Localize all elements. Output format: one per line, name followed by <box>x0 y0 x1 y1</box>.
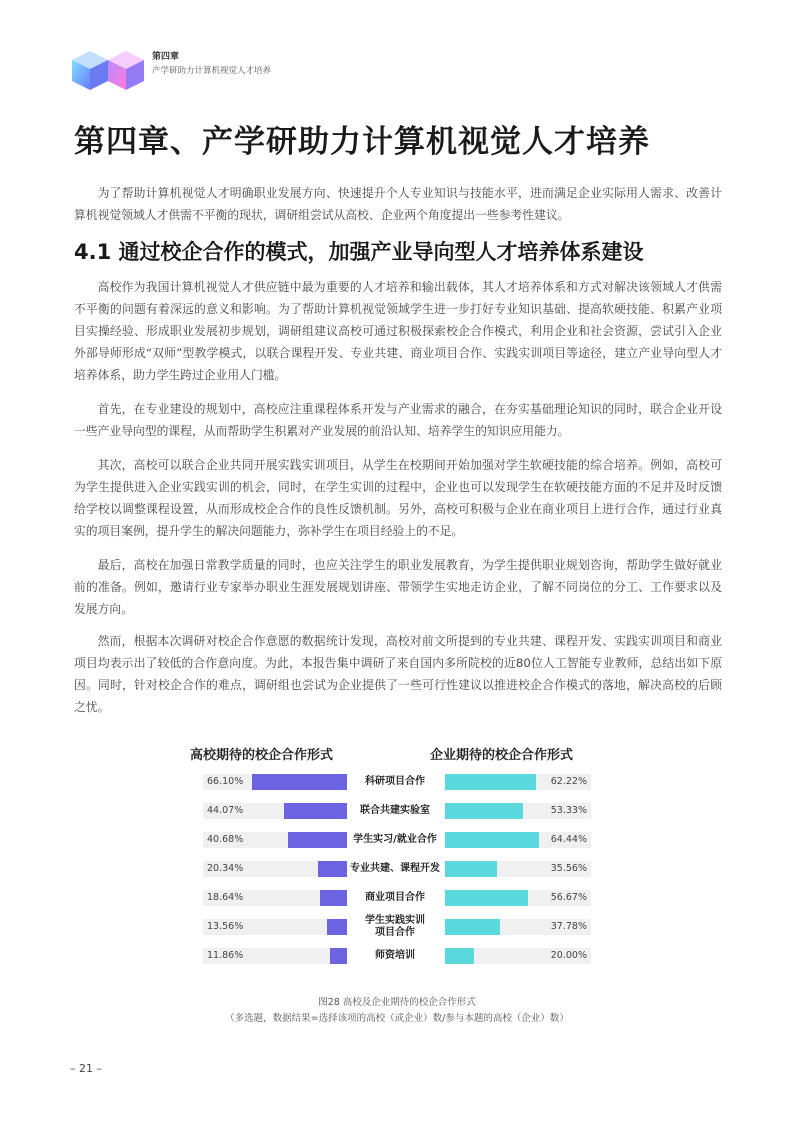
page-number: – 21 – <box>70 1062 102 1075</box>
right-bar-label: 56.67% <box>550 892 587 903</box>
chart-row <box>203 857 593 881</box>
left-bar <box>318 861 347 877</box>
figure-caption: 图28 高校及企业期待的校企合作形式 <box>318 997 476 1008</box>
left-bar <box>252 774 347 790</box>
chapter-cubes-icon <box>70 44 150 94</box>
chapter-title: 第四章、产学研助力计算机视觉人才培养 <box>74 124 650 160</box>
category-label: 学生实习/就业合作 <box>353 834 437 845</box>
body-paragraph: 首先，在专业建设的规划中，高校应注重课程体系开发与产业需求的融合，在夯实基础理论知识的同时，联合企业开设一些产业导向型的课程，从而帮助学生积累对产业发展的前沿认知、培养学生的知识应用能力。 <box>74 402 722 438</box>
category-label: 学生实践实训 项目合作 <box>365 915 425 938</box>
body-paragraph: 高校作为我国计算机视觉人才供应链中最为重要的人才培养和输出载体，其人才培养体系和方式对解决该领域人才供需不平衡的问题有着深远的意义和影响。为了帮助计算机视觉领域学生进一步打好专业知识基础、提高软硬技能、积累产业项目实操经验、形成职业发展初步规划，调研组建议高校可通过积极探索校企合作模式，利用企业和社会资源，尝试引入企业外部导师形成“双师”型教学模式，以联合课程开发、专业共建、商业项目合作、实践实训项目等途径，建立产业导向型人才培养体系，助力学生跨过企业用人门槛。 <box>74 280 722 382</box>
chart-row <box>203 799 593 823</box>
header-subtitle: 产学研助力计算机视觉人才培养 <box>152 66 272 76</box>
category-label: 科研项目合作 <box>365 776 425 787</box>
left-bar <box>327 919 347 935</box>
chart-row <box>203 915 593 939</box>
left-bar-label: 11.86% <box>207 950 244 961</box>
right-bar <box>445 774 536 790</box>
left-bar-label: 40.68% <box>207 834 244 845</box>
category-label: 联合共建实验室 <box>360 805 430 816</box>
left-bar <box>330 948 347 964</box>
right-bar-label: 53.33% <box>550 805 587 816</box>
left-bar-label: 44.07% <box>207 805 244 816</box>
category-label: 师资培训 <box>375 950 415 961</box>
right-bar <box>445 832 539 848</box>
right-bar <box>445 948 474 964</box>
category-label: 专业共建、课程开发 <box>350 863 440 874</box>
left-bar <box>320 890 347 906</box>
left-bar-label: 18.64% <box>207 892 244 903</box>
right-bar-label: 37.78% <box>550 921 587 932</box>
category-label: 商业项目合作 <box>365 892 425 903</box>
section-title: 4.1 通过校企合作的模式，加强产业导向型人才培养体系建设 <box>74 240 644 264</box>
right-bar <box>445 861 497 877</box>
right-chart-title: 企业期待的校企合作形式 <box>430 748 574 763</box>
right-bar-label: 20.00% <box>550 950 587 961</box>
right-bar-label: 62.22% <box>550 776 587 787</box>
butterfly-bar-chart <box>203 770 593 970</box>
body-paragraph: 然而，根据本次调研对校企合作意愿的数据统计发现，高校对前文所提到的专业共建、课程开发、实践实训项目和商业项目均表示出了较低的合作意向度。为此，本报告集中调研了来自国内多所院校的近80位人工智能专业教师，总结出如下原因。同时，针对校企合作的难点，调研组也尝试为企业提供了一些可行性建议以推进校企合作模式的落地，解决高校的后顾之忧。 <box>74 634 722 714</box>
right-bar <box>445 890 528 906</box>
header-chapter: 第四章 <box>152 52 180 62</box>
right-bar-label: 35.56% <box>550 863 587 874</box>
left-bar-label: 66.10% <box>207 776 244 787</box>
page-header <box>70 44 370 94</box>
right-bar <box>445 803 523 819</box>
chart-row <box>203 770 593 794</box>
left-bar-label: 20.34% <box>207 863 244 874</box>
chart-row <box>203 886 593 910</box>
left-bar <box>288 832 347 848</box>
chart-row <box>203 944 593 968</box>
left-bar-label: 13.56% <box>207 921 244 932</box>
body-paragraph: 其次，高校可以联合企业共同开展实践实训项目，从学生在校期间开始加强对学生软硬技能的综合培养。例如，高校可为学生提供进入企业实践实训的机会，同时，在学生实训的过程中，企业也可以发现学生在软硬技能方面的不足并及时反馈给学校以调整课程设置，从而形成校企合作的良性反馈机制。另外，高校可积极与企业在商业项目上进行合作，通过行业真实的项目案例，提升学生的解决问题能力，弥补学生在项目经验上的不足。 <box>74 458 722 538</box>
left-chart-title: 高校期待的校企合作形式 <box>190 748 334 763</box>
right-bar-label: 64.44% <box>550 834 587 845</box>
left-bar <box>284 803 347 819</box>
chart-row <box>203 828 593 852</box>
intro-paragraph: 为了帮助计算机视觉人才明确职业发展方向、快速提升个人专业知识与技能水平，进而满足企业实际用人需求、改善计算机视觉领域人才供需不平衡的现状，调研组尝试从高校、企业两个角度提出一些参考性建议。 <box>74 186 722 222</box>
right-bar <box>445 919 500 935</box>
body-paragraph: 最后，高校在加强日常教学质量的同时，也应关注学生的职业发展教育，为学生提供职业规划咨询，帮助学生做好就业前的准备。例如，邀请行业专家举办职业生涯发展规划讲座、带领学生实地走访企业，了解不同岗位的分工、工作要求以及发展方向。 <box>74 558 722 616</box>
figure-note: （多选题，数据结果=选择该项的高校（或企业）数/参与本题的高校（企业）数） <box>225 1013 569 1024</box>
